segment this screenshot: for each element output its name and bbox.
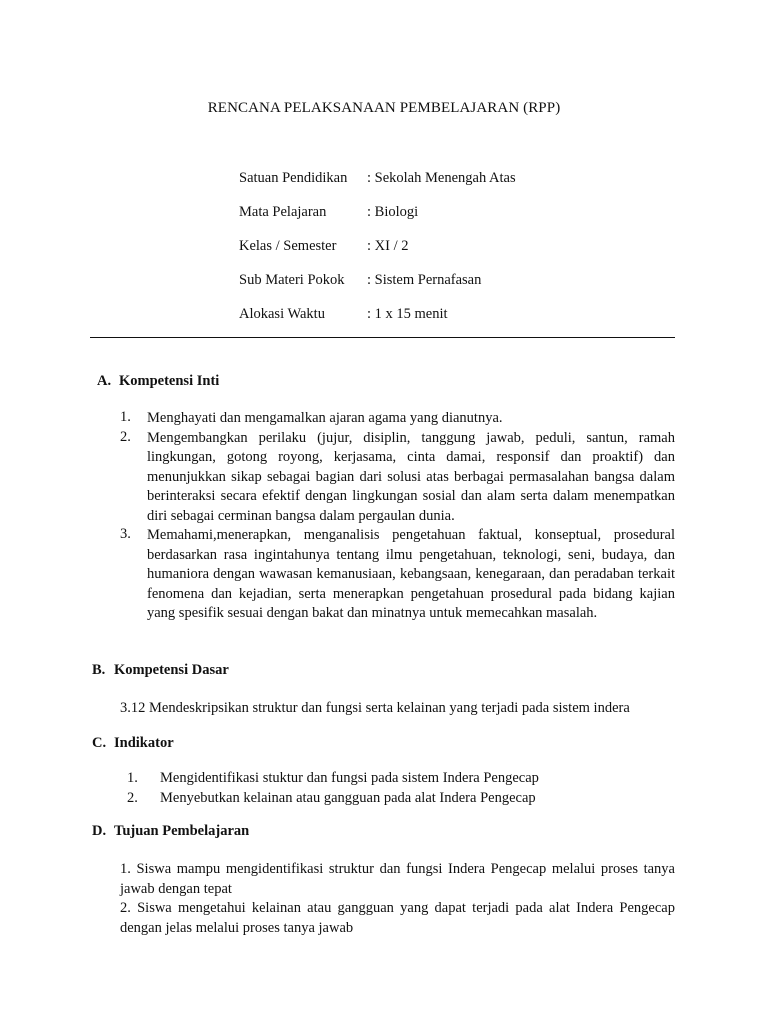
list-number: 2.: [127, 790, 138, 806]
section-title: Kompetensi Dasar: [114, 662, 229, 678]
list-item: [120, 409, 675, 429]
list-number: 3.: [120, 526, 131, 542]
list-number: 1.: [120, 409, 131, 425]
meta-value: : Biologi: [367, 204, 419, 220]
meta-row-mapel: [239, 204, 516, 238]
section-heading-indikator: [92, 735, 174, 752]
section-letter: A.: [97, 373, 112, 389]
kompetensi-inti-list: [120, 409, 675, 624]
list-text: Mengembangkan perilaku (jujur, disiplin, tanggung jawab, peduli, santun, ramah lingkungan, gotong royong, kerjasama, cinta damai, responsif dan proaktif) dan menunjukkan sikap sebagai bagian dari solusi atas berbagai permasalahan bangsa dalam berinteraksi secara efektif dengan lingkungan sosial dan alam serta dalam menempatkan diri sebagai cerminan bangsa dalam pergaulan dunia.: [147, 429, 675, 524]
meta-label: Alokasi Waktu: [239, 306, 325, 322]
meta-label: Satuan Pendidikan: [239, 170, 348, 186]
meta-value: : Sekolah Menengah Atas: [367, 170, 516, 186]
meta-value: : XI / 2: [367, 238, 409, 254]
meta-value: : 1 x 15 menit: [367, 306, 448, 322]
section-title: Tujuan Pembelajaran: [114, 823, 250, 839]
list-item: [127, 788, 539, 808]
meta-row-kelas: [239, 238, 516, 272]
tujuan-item: 1. Siswa mampu mengidentifikasi struktur dan fungsi Indera Pengecap melalui proses tanya jawab dengan tepat: [120, 861, 675, 897]
tujuan-list: [120, 860, 675, 938]
section-heading-kompetensi-inti: [97, 373, 219, 390]
list-item: [120, 526, 675, 624]
indikator-list: [127, 768, 539, 808]
tujuan-item: 2. Siswa mengetahui kelainan atau gangguan yang dapat terjadi pada alat Indera Pengecap dengan jelas melalui proses tanya jawab: [120, 900, 675, 936]
section-letter: B.: [92, 662, 106, 678]
section-letter: C.: [92, 735, 107, 751]
meta-value: : Sistem Pernafasan: [367, 272, 482, 288]
meta-row-satuan: [239, 170, 516, 204]
list-item: [127, 768, 539, 788]
list-text: Menghayati dan mengamalkan ajaran agama yang dianutnya.: [147, 410, 503, 426]
section-letter: D.: [92, 823, 107, 839]
meta-row-alokasi: [239, 306, 516, 340]
kompetensi-dasar-text: 3.12 Mendeskripsikan struktur dan fungsi serta kelainan yang terjadi pada sistem indera: [120, 700, 630, 716]
list-item: [120, 429, 675, 527]
list-number: 2.: [120, 428, 131, 445]
section-title: Kompetensi Inti: [119, 373, 220, 389]
identity-table: [239, 170, 516, 340]
meta-label: Kelas / Semester: [239, 238, 337, 254]
horizontal-divider: [90, 337, 675, 338]
list-number: 1.: [127, 770, 138, 786]
list-text: Menyebutkan kelainan atau gangguan pada alat Indera Pengecap: [160, 790, 536, 806]
section-title: Indikator: [114, 735, 174, 751]
list-text: Mengidentifikasi stuktur dan fungsi pada sistem Indera Pengecap: [160, 770, 539, 786]
list-text: Memahami,menerapkan, menganalisis pengetahuan faktual, konseptual, prosedural berdasarkan rasa ingintahunya tentang ilmu pengetahuan, teknologi, seni, budaya, dan humaniora dengan wawasan kemanusiaan, kebangsaan, kenegaraan, dan peradaban terkait fenomena dan kejadian, serta menerapkan pengetahuan prosedural pada bidang kajian yang spesifik sesuai dengan bakat dan minatnya untuk memecahkan masalah.: [147, 527, 675, 621]
meta-row-submateri: [239, 272, 516, 306]
section-heading-kompetensi-dasar: [92, 662, 229, 679]
document-title: RENCANA PELAKSANAAN PEMBELAJARAN (RPP): [207, 100, 561, 116]
meta-label: Mata Pelajaran: [239, 204, 327, 220]
section-heading-tujuan-pembelajaran: [92, 823, 249, 840]
meta-label: Sub Materi Pokok: [239, 272, 345, 288]
